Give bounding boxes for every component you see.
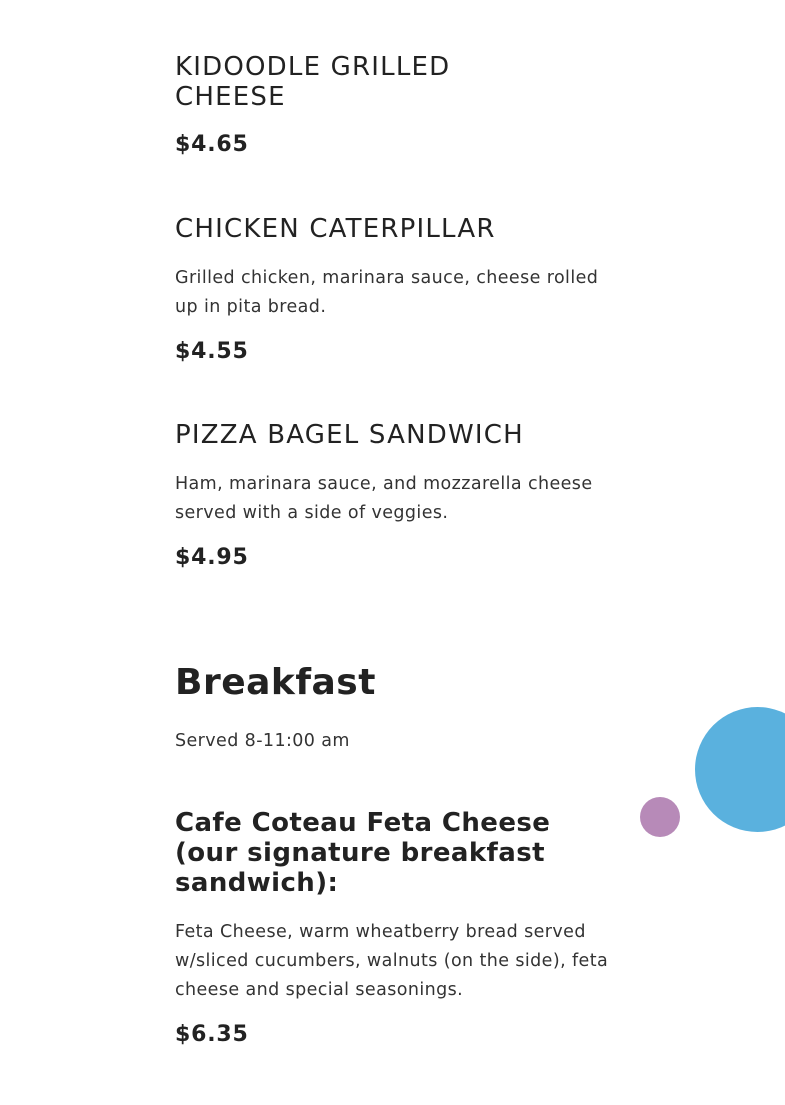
breakfast-item-description: Feta Cheese, warm wheatberry bread served w/sliced cucumbers, walnuts (on the side), feta cheese and special seasonings. bbox=[175, 922, 609, 1000]
menu-item bbox=[175, 52, 615, 157]
menu-item-title: PIZZA BAGEL SANDWICH bbox=[175, 420, 524, 450]
menu-item-description: Grilled chicken, marinara sauce, cheese rolled up in pita bread. bbox=[175, 268, 599, 317]
menu-item bbox=[175, 420, 615, 570]
menu-item-price: $4.95 bbox=[175, 545, 249, 570]
decorative-blue-circle bbox=[695, 707, 785, 832]
menu-item-price: $4.65 bbox=[175, 132, 249, 157]
menu-item-title: CHICKEN CATERPILLAR bbox=[175, 214, 496, 244]
breakfast-item-price: $6.35 bbox=[175, 1022, 249, 1047]
section-subtitle: Served 8-11:00 am bbox=[175, 731, 350, 751]
menu-item bbox=[175, 214, 615, 364]
menu-item-title: KIDOODLE GRILLED CHEESE bbox=[175, 52, 451, 112]
decorative-purple-circle bbox=[640, 797, 680, 837]
menu-item-description: Ham, marinara sauce, and mozzarella cheese served with a side of veggies. bbox=[175, 474, 593, 523]
menu-item-price: $4.55 bbox=[175, 339, 249, 364]
breakfast-item bbox=[175, 808, 615, 1047]
breakfast-item-title: Cafe Coteau Feta Cheese (our signature breakfast sandwich): bbox=[175, 808, 551, 898]
section-heading: Breakfast bbox=[175, 662, 376, 703]
